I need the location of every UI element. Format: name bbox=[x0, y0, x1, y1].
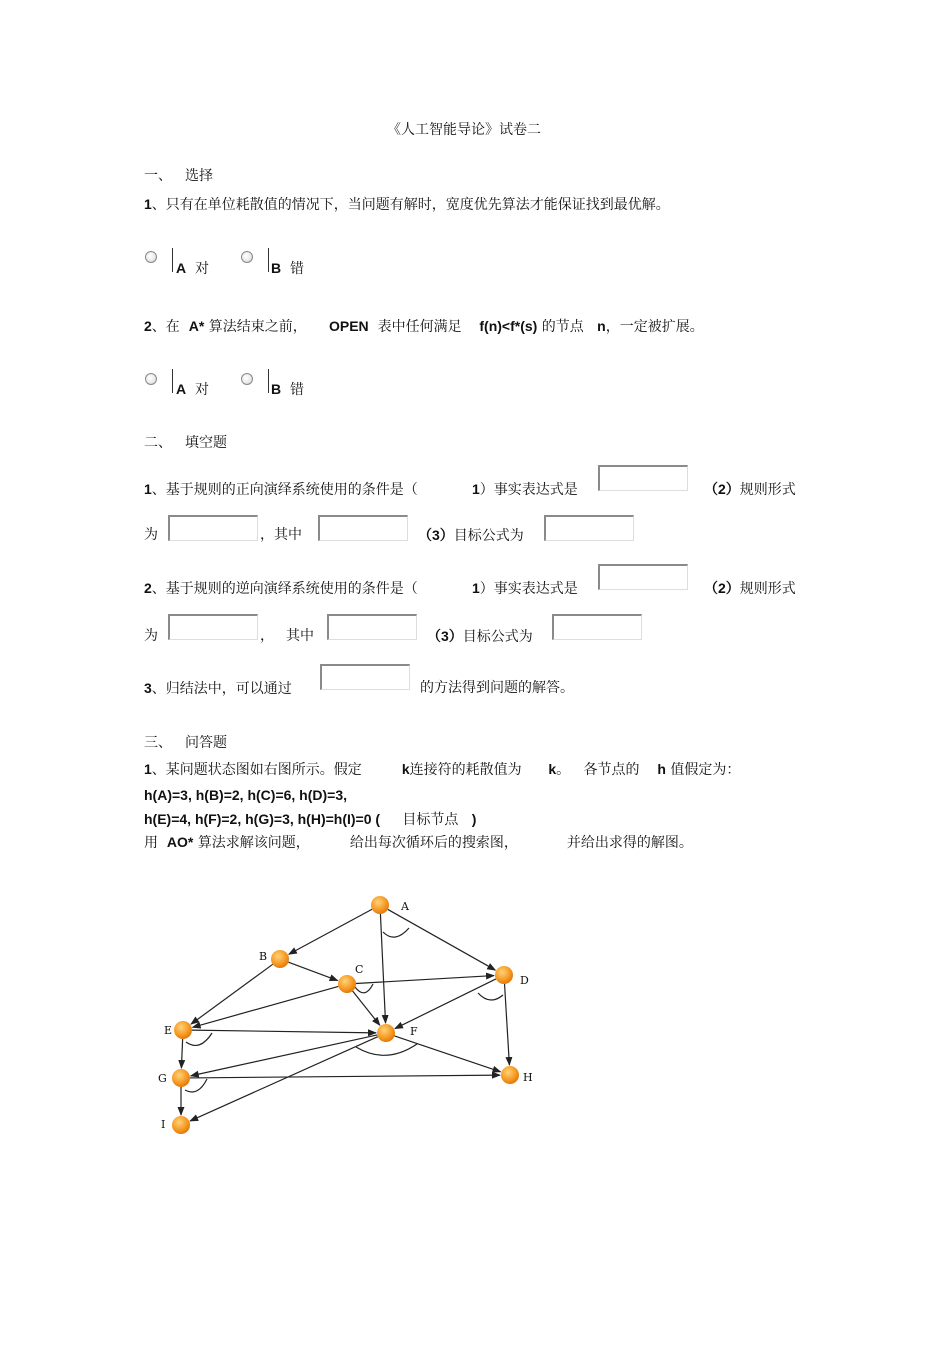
question-2-3-line-a: 3、归结法中，可以通过 bbox=[144, 680, 292, 697]
section-1-heading: 选择 bbox=[185, 168, 213, 184]
node-label-b: B bbox=[259, 950, 268, 963]
section-3-heading: 问答题 bbox=[185, 735, 227, 751]
node-label-i: I bbox=[161, 1118, 166, 1131]
question-2-1-line-1c: （2）规则形式 bbox=[704, 481, 796, 498]
edge-a-d bbox=[388, 909, 495, 970]
node-h bbox=[501, 1066, 519, 1084]
edge-g-h bbox=[190, 1075, 500, 1078]
and-arc-a bbox=[383, 928, 409, 937]
text-wei: 为 bbox=[144, 628, 158, 644]
edge-f-h bbox=[395, 1036, 501, 1072]
node-i bbox=[172, 1116, 190, 1134]
node-label-g: G bbox=[158, 1072, 167, 1085]
option-a-label: A 对 bbox=[176, 381, 210, 398]
node-f bbox=[377, 1024, 395, 1042]
edge-d-f bbox=[395, 979, 496, 1029]
edge-f-g bbox=[191, 1035, 377, 1076]
question-3-1-line-1: 1、某问题状态图如右图所示。假定 k连接符的耗散值为 k。 各节点的 h 值假定为： bbox=[144, 761, 741, 778]
node-label-e: E bbox=[164, 1024, 173, 1037]
graph-edges bbox=[181, 909, 509, 1121]
and-connectors bbox=[185, 928, 503, 1092]
node-c bbox=[338, 975, 356, 993]
question-3-1-line-2: h(A)=3, h(B)=2, h(C)=6, h(D)=3, bbox=[144, 787, 348, 803]
node-label-h: H bbox=[523, 1071, 533, 1084]
node-label-f: F bbox=[410, 1025, 418, 1038]
node-label-a: A bbox=[401, 900, 409, 913]
question-2-2-line-1a: 2、基于规则的逆向演绎系统使用的条件是（ bbox=[144, 580, 418, 597]
question-3-1-line-4: 用 AO* 算法求解该问题， 给出每次循环后的搜索图， 并给出求得的解图。 bbox=[144, 834, 693, 851]
and-arc-f bbox=[356, 1044, 417, 1055]
question-2-3-line-b: 的方法得到问题的解答。 bbox=[420, 680, 574, 696]
edge-f-i bbox=[190, 1037, 378, 1121]
text-qizhong: 其中 bbox=[286, 628, 314, 644]
node-label-d: D bbox=[520, 974, 529, 987]
section-2-heading-number: 二、 bbox=[144, 435, 172, 451]
edge-e-f bbox=[192, 1030, 376, 1033]
text-wei: 为 bbox=[144, 527, 158, 543]
text-comma: ， bbox=[260, 628, 274, 644]
graph-nodes bbox=[158, 896, 533, 1134]
section-1-heading-number: 一、 bbox=[144, 168, 172, 184]
question-2-1-line-1b: 1）事实表达式是 bbox=[472, 481, 578, 498]
edge-c-f bbox=[353, 991, 380, 1025]
option-b-label: B 错 bbox=[271, 381, 305, 398]
question-2-1-line-2c: （3）目标公式为 bbox=[418, 527, 524, 544]
node-b bbox=[271, 950, 289, 968]
edge-a-b bbox=[289, 909, 372, 954]
node-d bbox=[495, 966, 513, 984]
question-number: 1 bbox=[144, 196, 152, 212]
question-2-2-line-2c: （3）目标公式为 bbox=[427, 628, 533, 645]
question-3-1-line-3: h(E)=4, h(F)=2, h(G)=3, h(H)=h(I)=0 ( 目标节点 ) bbox=[144, 811, 477, 828]
node-a bbox=[371, 896, 389, 914]
question-text: 、只有在单位耗散值的情况下，当问题有解时，宽度优先算法才能保证找到最优解。 bbox=[151, 197, 670, 213]
question-2-2-line-1c: （2）规则形式 bbox=[704, 580, 796, 597]
and-arc-d bbox=[478, 993, 503, 1000]
section-3-heading-number: 三、 bbox=[144, 735, 172, 751]
edge-e-g bbox=[181, 1039, 182, 1068]
edge-a-f bbox=[380, 914, 385, 1023]
edge-b-c bbox=[288, 962, 337, 980]
node-e bbox=[174, 1021, 192, 1039]
text-qizhong: ，其中 bbox=[260, 527, 302, 543]
edge-b-e bbox=[191, 964, 273, 1024]
page-title: 《人工智能导论》试卷二 bbox=[387, 122, 541, 138]
option-a-label: A 对 bbox=[176, 260, 210, 277]
section-2-heading: 填空题 bbox=[185, 435, 227, 451]
and-arc-c bbox=[355, 984, 373, 993]
question-1-2: 2、在 A* 算法结束之前， OPEN 表中任何满足 f(n)<f*(s) 的节点 n，一定被扩展。 bbox=[144, 318, 704, 335]
question-2-2-line-1b: 1）事实表达式是 bbox=[472, 580, 578, 597]
node-label-c: C bbox=[355, 963, 364, 976]
edge-d-h bbox=[505, 984, 510, 1065]
edge-c-d bbox=[356, 976, 494, 984]
question-2-1-line-1a: 1、基于规则的正向演绎系统使用的条件是（ bbox=[144, 481, 418, 498]
option-b-label: B 错 bbox=[271, 260, 305, 277]
node-g bbox=[172, 1069, 190, 1087]
